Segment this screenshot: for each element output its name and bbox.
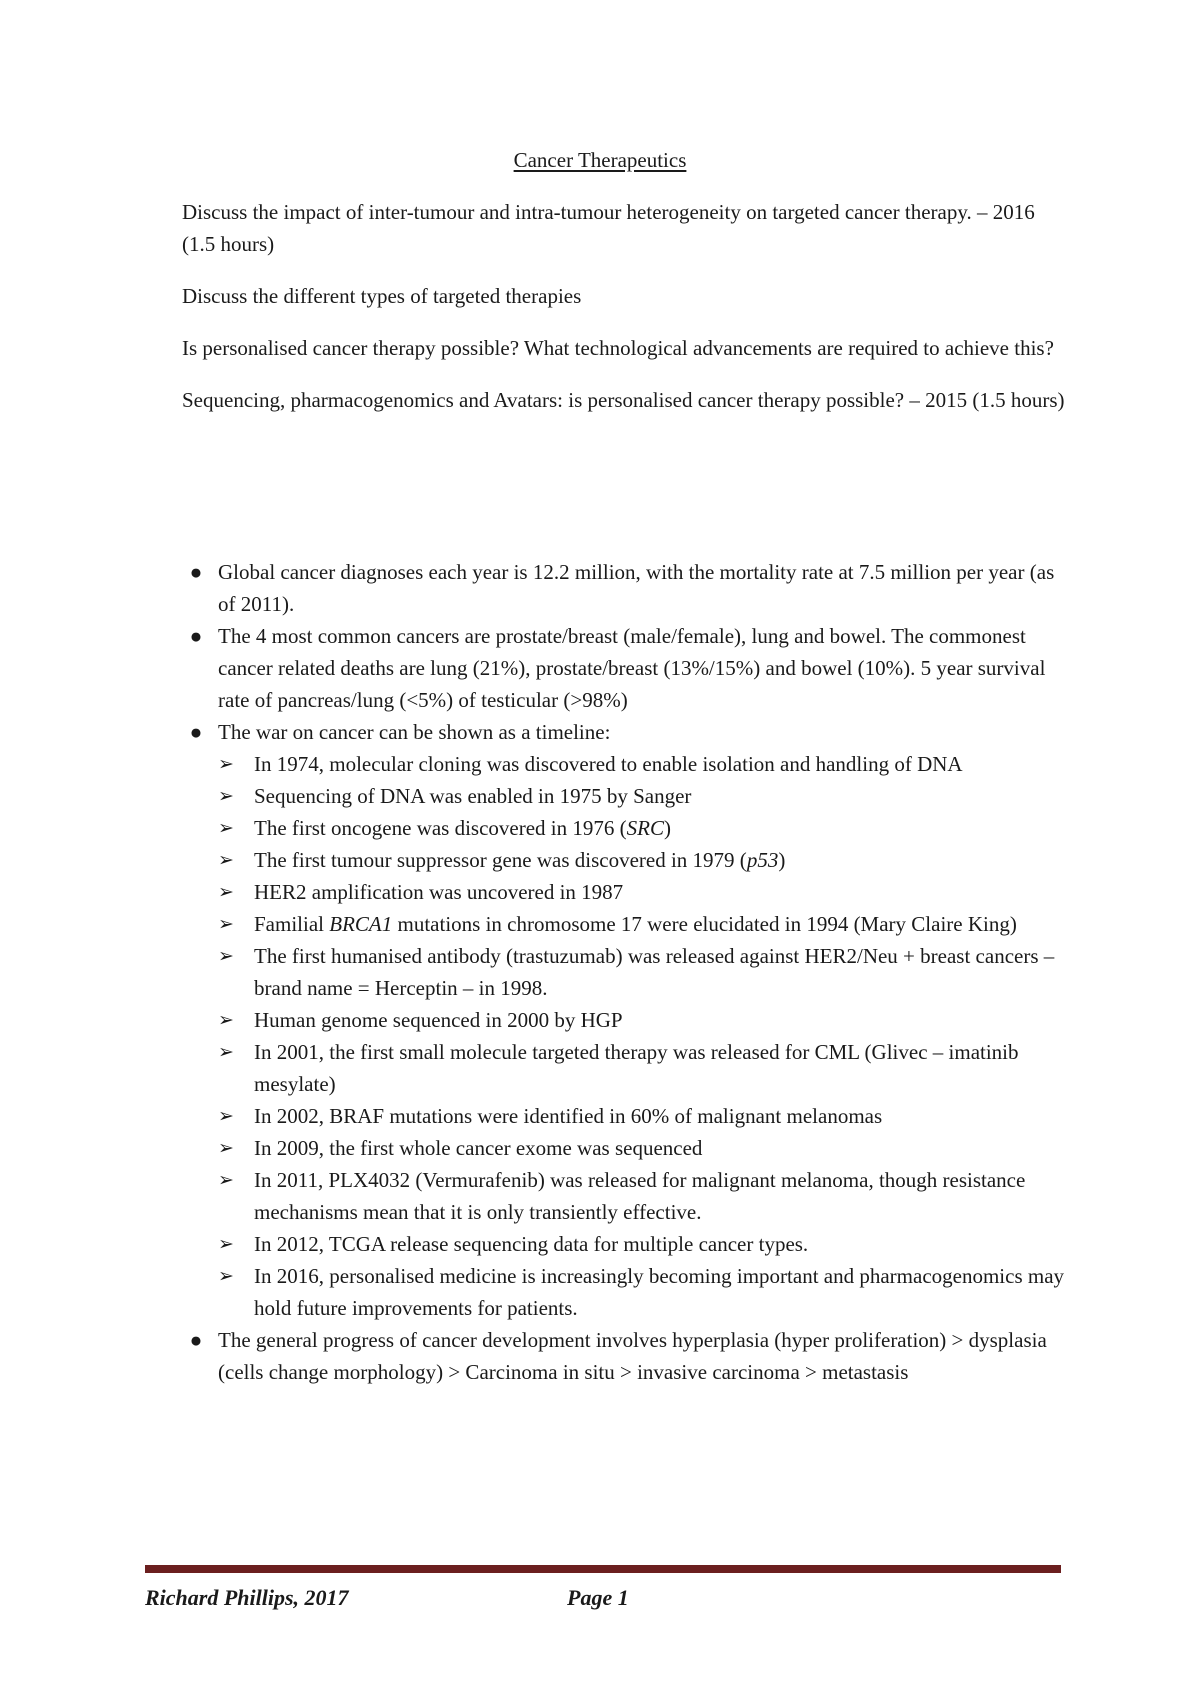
timeline-item: [218, 780, 1072, 812]
timeline-text: In 2016, personalised medicine is increasingly becoming important and pharmacogenomics may hold future improvements for patients.: [254, 1264, 1065, 1320]
timeline-item: [218, 1164, 1072, 1228]
arrow-bullet-icon: ➢: [218, 753, 234, 775]
arrow-bullet-icon: ➢: [218, 913, 234, 935]
timeline-item: [218, 748, 1072, 780]
timeline-text-continued: mutations in chromosome 17 were elucidated in 1994 (Mary Claire King): [392, 912, 1017, 936]
timeline-text: The first humanised antibody (trastuzumab) was released against HER2/Neu + breast cancers – brand name = Herceptin – in 1998.: [254, 944, 1055, 1000]
timeline-text: Sequencing of DNA was enabled in 1975 by Sanger: [254, 784, 692, 808]
page-footer: [145, 1582, 1061, 1614]
bullet-icon: ●: [189, 560, 203, 584]
arrow-bullet-icon: ➢: [218, 1233, 234, 1255]
timeline-text-continued: ): [663, 816, 671, 840]
question-2: Discuss the different types of targeted therapies: [182, 284, 582, 308]
question-1: Discuss the impact of inter-tumour and intra-tumour heterogeneity on targeted cancer therapy. – 2016 (1.5 hours): [182, 200, 1035, 256]
timeline-text: HER2 amplification was uncovered in 1987: [254, 880, 624, 904]
arrow-bullet-icon: ➢: [218, 785, 234, 807]
timeline-item: [218, 812, 1072, 844]
timeline-text-continued: ): [778, 848, 786, 872]
timeline-item: [218, 908, 1072, 940]
bullet-item: [182, 716, 1072, 1324]
footer-divider: [145, 1565, 1061, 1573]
question-3: Is personalised cancer therapy possible? What technological advancements are required to achieve this?: [182, 336, 1054, 360]
footer-author: Richard Phillips, 2017: [145, 1585, 349, 1610]
bullet-text: The 4 most common cancers are prostate/breast (male/female), lung and bowel. The commonest cancer related deaths are lung (21%), prostate/breast (13%/15%) and bowel (10%). 5 year survival rate of pancreas/lung (<5%) of testicular (>98%): [218, 624, 1046, 712]
timeline-text: In 1974, molecular cloning was discovered to enable isolation and handling of DNA: [254, 752, 963, 776]
timeline-text: In 2009, the first whole cancer exome was sequenced: [254, 1136, 703, 1160]
bullet-item: [182, 620, 1072, 716]
document-title: Cancer Therapeutics: [513, 148, 687, 172]
timeline-item: [218, 940, 1072, 1004]
timeline-item: [218, 1228, 1072, 1260]
arrow-bullet-icon: ➢: [218, 1009, 234, 1031]
timeline-item: [218, 1004, 1072, 1036]
timeline-gene-name: p53: [746, 848, 779, 872]
arrow-bullet-icon: ➢: [218, 817, 234, 839]
bullet-text: The general progress of cancer development involves hyperplasia (hyper proliferation) > dysplasia (cells change morphology) > Carcinoma in situ > invasive carcinoma > metastasis: [218, 1328, 1047, 1384]
timeline-item: [218, 876, 1072, 908]
question-4: Sequencing, pharmacogenomics and Avatars: is personalised cancer therapy possible? – 2015 (1.5 hours): [182, 388, 1065, 412]
timeline-text: Familial: [254, 912, 330, 936]
timeline-text: In 2011, PLX4032 (Vermurafenib) was released for malignant melanoma, though resistance mechanisms mean that it is only transiently effective.: [254, 1168, 1026, 1224]
arrow-bullet-icon: ➢: [218, 1137, 234, 1159]
timeline-item: [218, 844, 1072, 876]
timeline-item: [218, 1100, 1072, 1132]
bullet-text: Global cancer diagnoses each year is 12.2 million, with the mortality rate at 7.5 million per year (as of 2011).: [218, 560, 1055, 616]
timeline-text: In 2012, TCGA release sequencing data for multiple cancer types.: [254, 1232, 809, 1256]
timeline-text: The first tumour suppressor gene was discovered in 1979 (: [254, 848, 747, 872]
bullet-icon: ●: [189, 1328, 203, 1352]
bullet-icon: ●: [189, 624, 203, 648]
arrow-bullet-icon: ➢: [218, 1105, 234, 1127]
timeline-text: In 2001, the first small molecule targeted therapy was released for CML (Glivec – imatinib mesylate): [254, 1040, 1019, 1096]
arrow-bullet-icon: ➢: [218, 1169, 234, 1191]
arrow-bullet-icon: ➢: [218, 945, 234, 967]
timeline-item: [218, 1260, 1072, 1324]
timeline-item: [218, 1132, 1072, 1164]
timeline-item: [218, 1036, 1072, 1100]
timeline-list: [218, 748, 1072, 1324]
bullet-item: [182, 556, 1072, 620]
bullet-text: The war on cancer can be shown as a timeline:: [218, 720, 611, 744]
timeline-text: In 2002, BRAF mutations were identified in 60% of malignant melanomas: [254, 1104, 883, 1128]
notes-bullet-list: [182, 556, 1072, 1388]
footer-page-number: Page 1: [567, 1585, 629, 1610]
arrow-bullet-icon: ➢: [218, 1265, 234, 1287]
arrow-bullet-icon: ➢: [218, 881, 234, 903]
bullet-icon: ●: [189, 720, 203, 744]
timeline-gene-name: SRC: [626, 816, 664, 840]
arrow-bullet-icon: ➢: [218, 1041, 234, 1063]
bullet-item: [182, 1324, 1072, 1388]
timeline-gene-name: BRCA1: [329, 912, 393, 936]
timeline-text: Human genome sequenced in 2000 by HGP: [254, 1008, 623, 1032]
arrow-bullet-icon: ➢: [218, 849, 234, 871]
timeline-text: The first oncogene was discovered in 1976 (: [254, 816, 627, 840]
exam-questions: [182, 196, 1072, 436]
